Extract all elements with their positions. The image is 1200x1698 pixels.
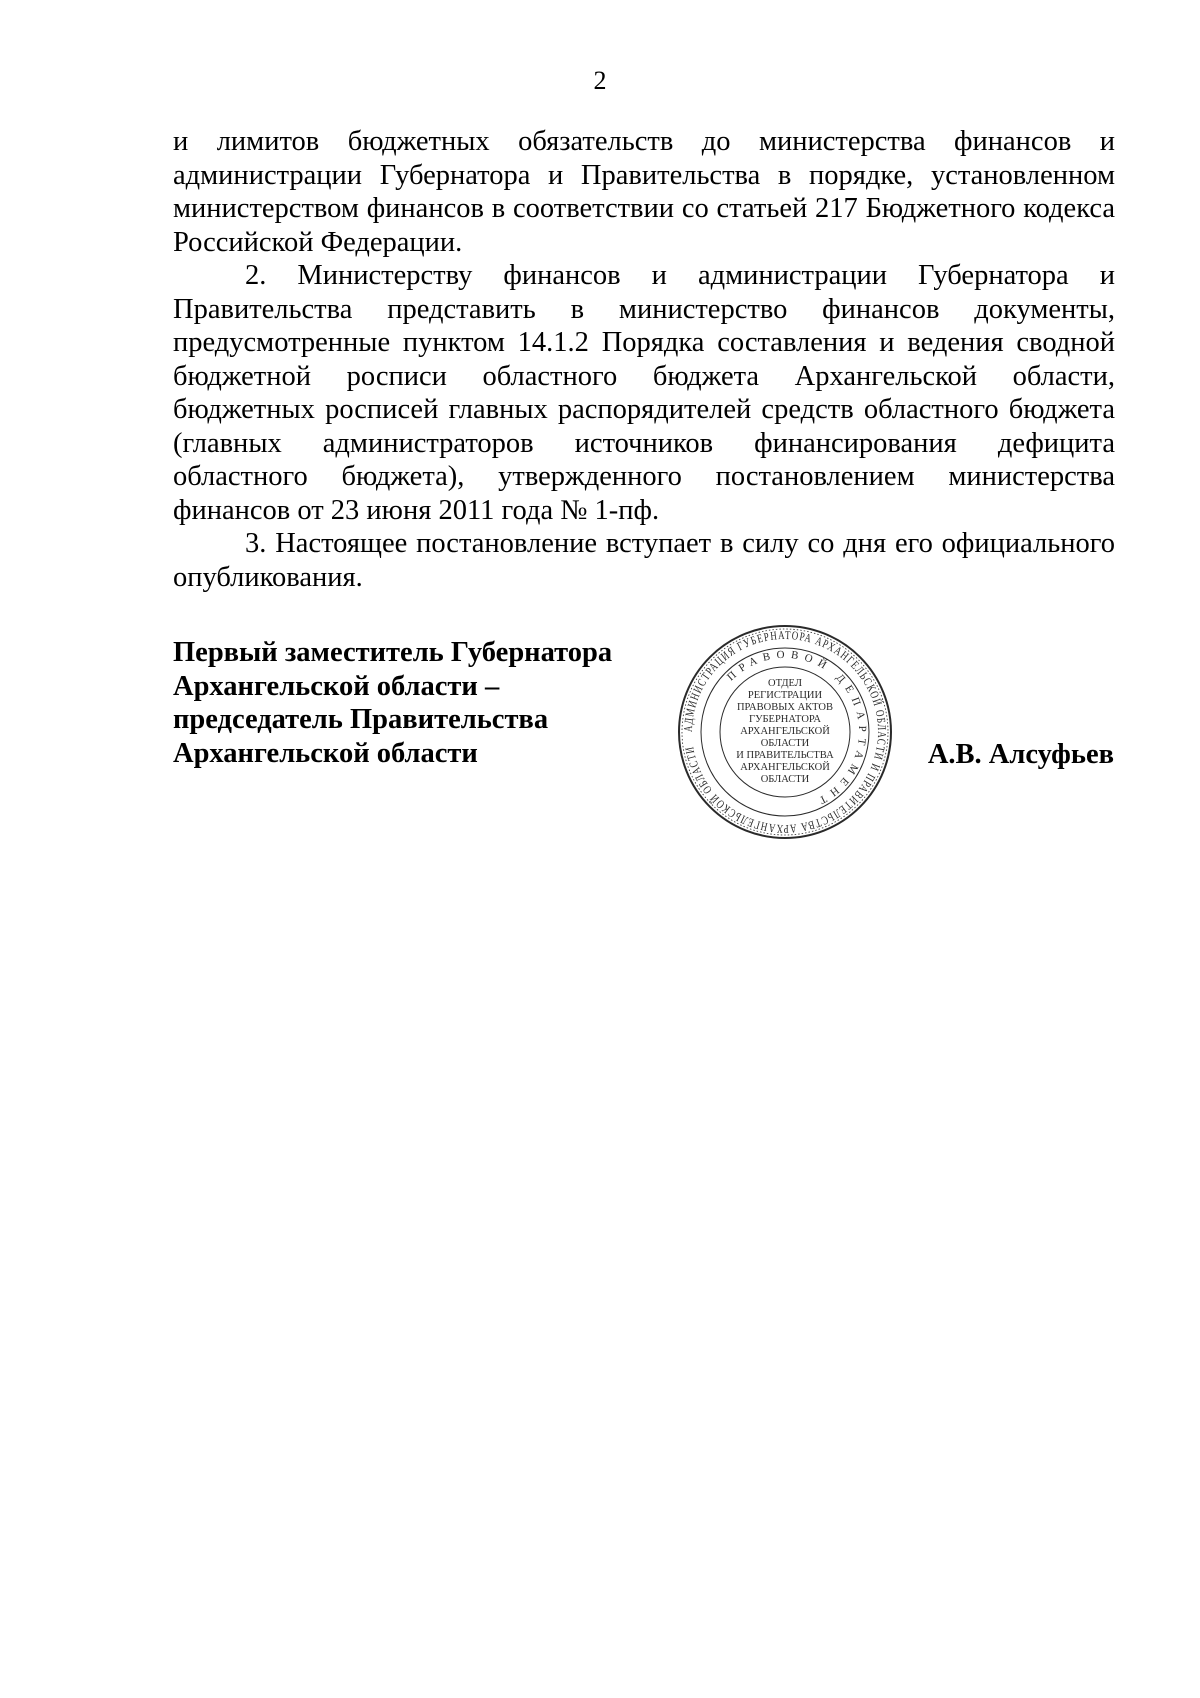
seal-center-line: ОБЛАСТИ <box>760 738 810 749</box>
document-body <box>173 125 1115 594</box>
position-line: Первый заместитель Губернатора <box>173 637 613 668</box>
position-line: Архангельской области <box>173 737 478 769</box>
seal-inner-ring-text: ПРАВОВОЙ ДЕПАРТАМЕНТ <box>724 648 869 809</box>
seal-center-text <box>736 678 834 785</box>
seal-center-line: И ПРАВИТЕЛЬСТВА <box>736 750 834 761</box>
paragraph-2: 2. Министерству финансов и администрации Губернатора и Правительства представить в министерство финансов документы, предусмотренные пунктом 14.1.2 Порядка составления и ведения сводной бюджетной росписи областного бюджета Архангельской области, бюджетных росписей главных распорядителей средств областного бюджета (главных администраторов источников финансирования дефицита областного бюджета), утвержденного постановлением министерства финансов от 23 июня 2011 года № 1-пф. <box>173 260 1115 526</box>
seal-center-line: ГУБЕРНАТОРА <box>749 714 821 725</box>
seal-center-line: РЕГИСТРАЦИИ <box>747 690 823 701</box>
seal-graphic <box>675 622 895 842</box>
seal-outer-text: АДМИНИСТРАЦИЯ ГУБЕРНАТОРА АРХАНГЕЛЬСКОЙ ОБЛАСТИ И ПРАВИТЕЛЬСТВА АРХАНГЕЛЬСКОЙ ОБЛАСТИ <box>680 627 890 837</box>
signatory-position <box>173 636 633 770</box>
official-seal <box>675 622 895 842</box>
page-number: 2 <box>593 66 607 95</box>
signer-name: А.В. Алсуфьев <box>927 739 1114 770</box>
paragraph-3: 3. Настоящее постановление вступает в силу со дня его официального опубликования. <box>173 528 1115 593</box>
paragraph-continuation: и лимитов бюджетных обязательств до министерства финансов и администрации Губернатора и Правительства в порядке, установленном министерством финансов в соответствии со статьей 217 Бюджетного кодекса Российской Федерации. <box>173 126 1115 258</box>
seal-center-line: ОБЛАСТИ <box>760 774 810 785</box>
position-line: председатель Правительства <box>173 704 549 735</box>
position-line: Архангельской области – <box>173 670 500 702</box>
seal-center-line: ПРАВОВЫХ АКТОВ <box>736 702 834 713</box>
seal-center-line: АРХАНГЕЛЬСКОЙ <box>740 762 830 773</box>
seal-center-line: ОТДЕЛ <box>768 678 802 689</box>
seal-center-line: АРХАНГЕЛЬСКОЙ <box>740 726 830 737</box>
